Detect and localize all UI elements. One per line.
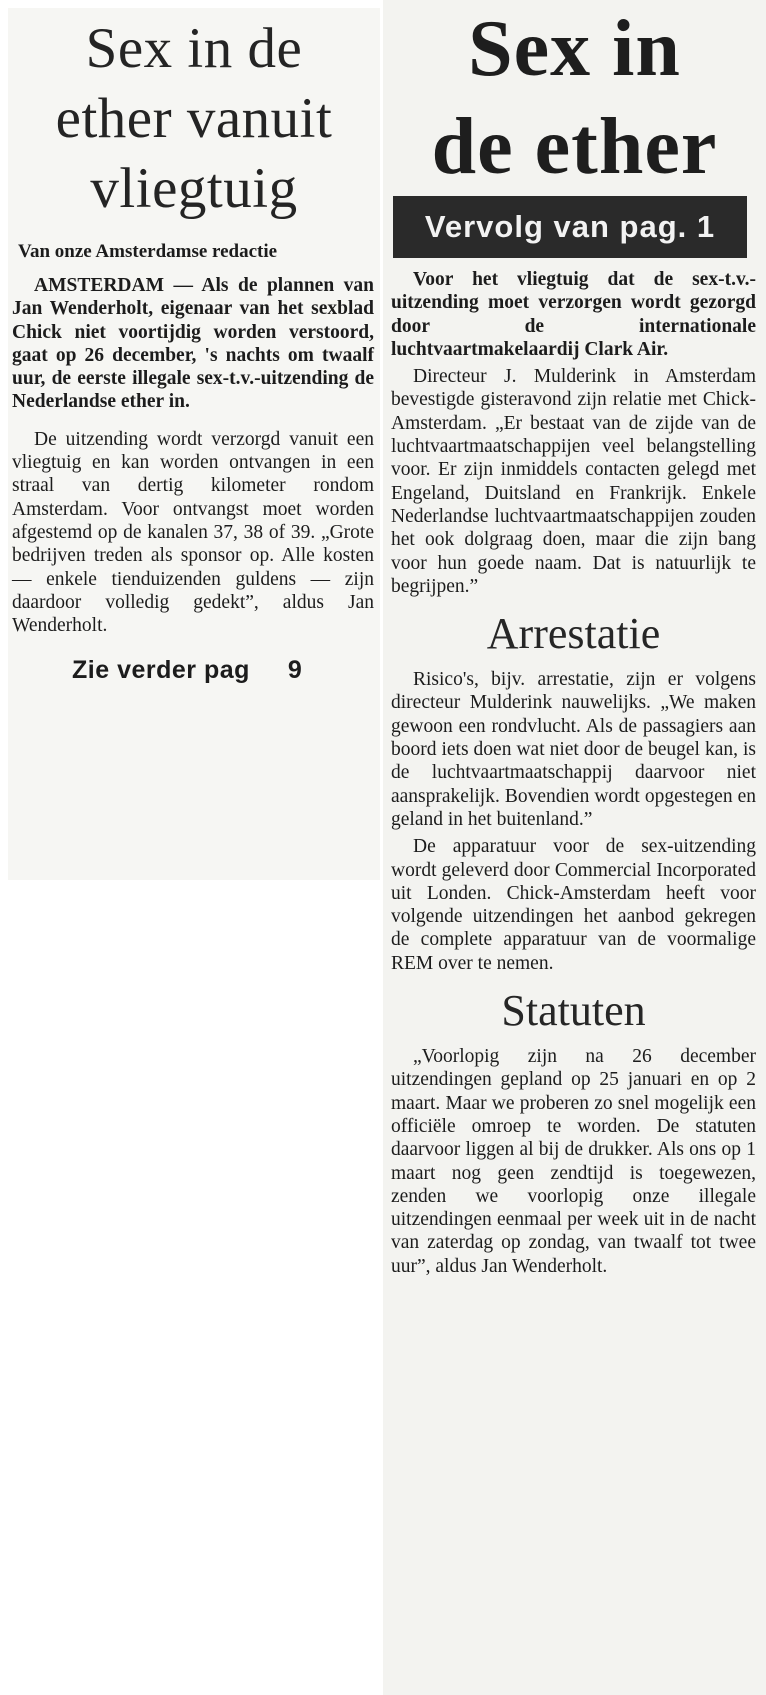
front-page-clipping [8,8,380,880]
left-headline-line-3: vliegtuig [90,157,298,220]
right-headline [383,0,766,196]
left-headline-line-1: Sex in de [85,17,303,80]
continuation-clipping [383,0,766,1695]
right-paragraph-2: Risico's, bijv. arrestatie, zijn er volgens directeur Mulderink nauwelijks. „We maken gewoon een rondvlucht. Als de passagiers aan boord iets doen wat niet door de beugel kan, is de luchtvaartmaatschappij daarvoor niet aansprakelijk. Bovendien wordt opgestegen en geland in het buitenland.” [391,669,756,830]
left-body-paragraph: De uitzending wordt verzorgd vanuit een vliegtuig en kan worden ontvangen in een straal van dertig kilometer rondom Amsterdam. Voor ontvangst moet worden afgestemd op de kanalen 37, 38 of 39. „Grote bedrijven treden als sponsor op. Alle kosten — enkele tienduizenden guldens — zijn daardoor volledig gedekt”, aldus Jan Wenderholt. [12,428,374,637]
right-article-body [383,268,766,1278]
continue-reference [72,655,380,685]
continue-page-number: 9 [287,656,303,685]
right-paragraph-3: De apparatuur voor de sex-uitzending wordt geleverd door Commercial Incorporated uit Londen. Chick-Amsterdam heeft voor volgende uitzendingen het aanbod gekregen de complete apparatuur van de voormalige REM over te nemen. [391,836,756,974]
left-headline [8,14,380,224]
right-headline-line-1: Sex in [468,5,681,93]
left-lead-paragraph: AMSTERDAM — Als de plannen van Jan Wenderholt, eigenaar van het sexblad Chick niet voortijdig worden verstoord, gaat op 26 december, 's nachts om twaalf uur, de eerste illegale sex-t.v.-uitzending de Nederlandse ether in. [12,275,374,413]
right-headline-line-2: de ether [431,103,718,191]
continued-from-banner: Vervolg van pag. 1 [393,196,747,258]
right-lead-paragraph: Voor het vliegtuig dat de sex-t.v.-uitzending moet verzorgen wordt gezorgd door de internationale luchtvaartmakelaardij Clark Air. [391,269,756,360]
right-paragraph-4: „Voorlopig zijn na 26 december uitzendingen gepland op 25 januari en op 2 maart. Maar we proberen zo snel mogelijk een officiële omroep te worden. De statuten daarvoor liggen al bij de drukker. Als ons op 1 maart nog geen zendtijd is toegewezen, zenden we voorlopig onze illegale uitzendingen eenmaal per week uit in de nacht van zaterdag op zondag, van twaalf tot twee uur”, aldus Jan Wenderholt. [391,1046,756,1277]
subheading-arrestatie: Arrestatie [486,609,661,659]
byline: Van onze Amsterdamse redactie [18,241,278,262]
subheading-statuten: Statuten [501,986,646,1036]
left-article-body [8,274,380,637]
right-paragraph-1: Directeur J. Mulderink in Amsterdam bevestigde gisteravond zijn relatie met Chick-Amsterdam. „Er bestaat van de zijde van de luchtvaartmaatschappijen veel belangstelling voor. Er zijn inmiddels contacten gelegd met Engeland, Duitsland en Frankrijk. Enkele Nederlandse luchtvaartmaatschappijen zouden het ook dolgraag doen, maar die zijn bang voor hun goede naam. Dat is natuurlijk te begrijpen.” [391,366,756,597]
continue-label: Zie verder pag [72,656,250,685]
left-headline-line-2: ether vanuit [55,87,333,150]
